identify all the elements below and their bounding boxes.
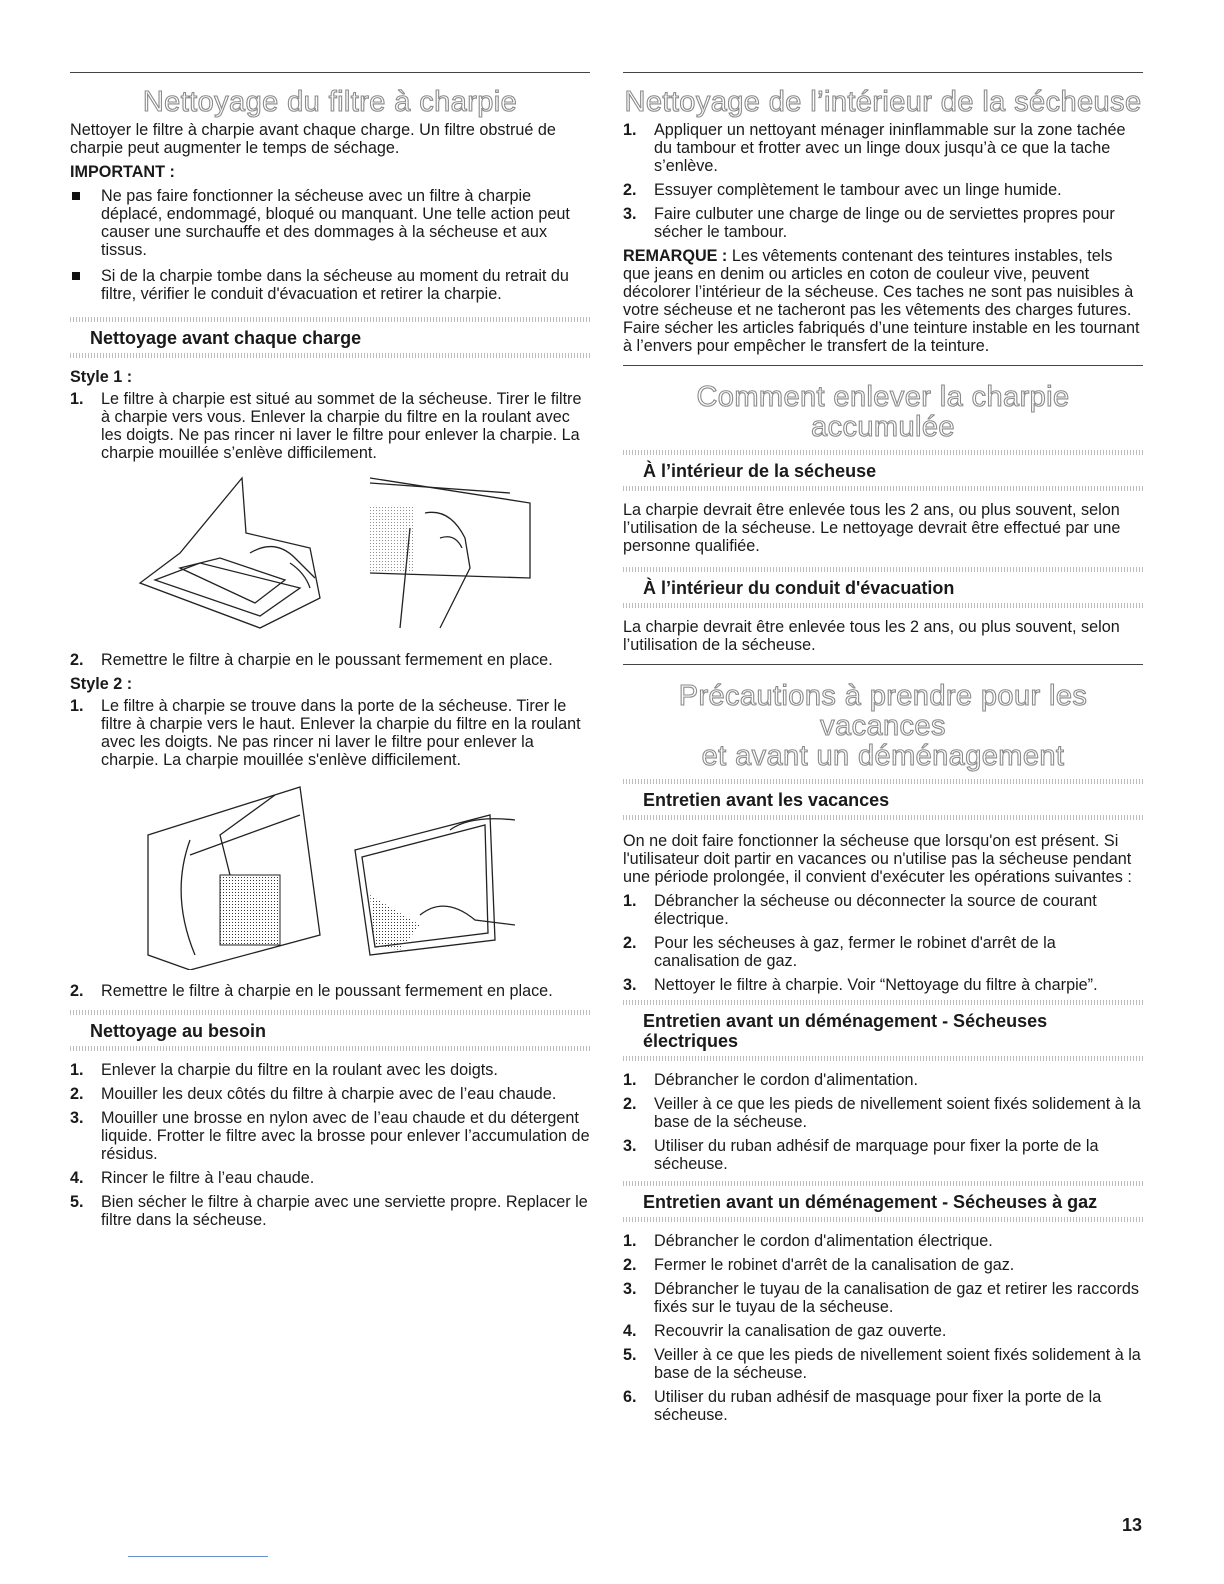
subheading-moving-electric: Entretien avant un déménagement - Sécheuses électriques [643, 1011, 1048, 1051]
remarque-label: REMARQUE : [623, 247, 728, 265]
illustration-lint-filter-door [70, 775, 590, 970]
list-item: 2. Veiller à ce que les pieds de nivellement soient fixés solidement à la base de la sécheuse. [623, 1095, 1141, 1131]
style1-label: Style 1 : [70, 368, 133, 386]
footer-line [128, 1556, 268, 1557]
lint-screen-icon [370, 506, 415, 571]
list-item: 3. Débrancher le tuyau de la canalisation de gaz et retirer les raccords fixés sur le tuyau de la sécheuse. [623, 1280, 1139, 1316]
hatch-divider [623, 486, 1143, 491]
style2-label: Style 2 : [70, 675, 133, 693]
hatch-divider [70, 353, 590, 358]
list-item: 2. Remettre le filtre à charpie en le poussant fermement en place. [70, 982, 553, 1000]
list-item: 1. Le filtre à charpie se trouve dans la porte de la sécheuse. Tirer le filtre à charpie vers le haut. Enlever la charpie du filtre en la roulant avec les doigts. Ne pas rincer ni laver le filtre pour enlever la charpie. La charpie mouillée s'enlève difficilement. [70, 697, 581, 769]
list-item: 6. Utiliser du ruban adhésif de masquage pour fixer la porte de la sécheuse. [623, 1388, 1102, 1424]
list-item: 4. Recouvrir la canalisation de gaz ouverte. [623, 1322, 947, 1340]
important-label: IMPORTANT : [70, 163, 175, 181]
section-rule [623, 664, 1143, 665]
figure-style1 [70, 468, 590, 643]
page-number: 13 [1121, 1515, 1142, 1535]
hatch-divider [70, 1046, 590, 1051]
vacation-text: On ne doit faire fonctionner la sécheuse que lorsqu'on est présent. Si l'utilisateur doit partir en vacances ou n'utilise pas la sécheuse pendant une période prolongée, il convient d'exécuter les opérations suivantes : [623, 832, 1132, 886]
list-item: 1. Le filtre à charpie est situé au sommet de la sécheuse. Tirer le filtre à charpie vers vous. Enlever la charpie du filtre en la roulant avec les doigts. Ne pas rincer ni laver le filtre pour enlever la charpie. La charpie mouillée s’enlève difficilement. [70, 390, 582, 462]
top-rule [623, 72, 1143, 73]
list-item: 2. Mouiller les deux côtés du filtre à charpie avec de l’eau chaude. [70, 1085, 557, 1103]
list-item: 3. Mouiller une brosse en nylon avec de l’eau chaude et du détergent liquide. Frotter le filtre avec la brosse pour enlever l’accumulation de résidus. [70, 1109, 590, 1163]
title-line-1: Précautions à prendre pour les vacances [678, 680, 1088, 742]
subheading-inside-dryer: À l’intérieur de la sécheuse [643, 461, 877, 481]
bullet-square-icon [72, 192, 80, 200]
filter-screen-icon [220, 875, 280, 945]
bullet-square-icon [72, 272, 80, 280]
list-item: 4. Rincer le filtre à l’eau chaude. [70, 1169, 315, 1187]
left-column [70, 72, 590, 1235]
subheading-as-needed: Nettoyage au besoin [90, 1021, 267, 1041]
list-item: 5. Veiller à ce que les pieds de nivellement soient fixés solidement à la base de la sécheuse. [623, 1346, 1141, 1382]
subheading-exhaust-vent: À l’intérieur du conduit d'évacuation [643, 578, 955, 598]
section-rule [623, 365, 1143, 366]
subheading-moving-gas: Entretien avant un déménagement - Sécheuses à gaz [643, 1192, 1098, 1212]
list-item: 1. Débrancher le cordon d'alimentation. [623, 1071, 919, 1089]
list-item: 1. Enlever la charpie du filtre en la roulant avec les doigts. [70, 1061, 498, 1079]
as-needed-steps [70, 1061, 590, 1229]
list-item: 1. Débrancher le cordon d'alimentation électrique. [623, 1232, 993, 1250]
list-item: 2. Remettre le filtre à charpie en le poussant fermement en place. [70, 651, 553, 669]
list-item: 3. Faire culbuter une charge de linge ou de serviettes propres pour sécher le tambour. [623, 205, 1115, 241]
style2-steps-cont [70, 982, 590, 1000]
intro-text: Nettoyer le filtre à charpie avant chaque charge. Un filtre obstrué de charpie peut augmenter le temps de séchage. [70, 121, 556, 157]
list-item: 2. Fermer le robinet d'arrêt de la canalisation de gaz. [623, 1256, 1015, 1274]
vacation-steps [623, 892, 1143, 994]
section-title-vacation [623, 681, 1143, 771]
hatch-divider [623, 1217, 1143, 1222]
moving-electric-steps [623, 1071, 1143, 1173]
list-item: Ne pas faire fonctionner la sécheuse avec un filtre à charpie déplacé, endommagé, bloqué ou manquant. Une telle action peut causer une surchauffe et des dommages à la sécheuse et aux tissus. [70, 187, 590, 259]
exhaust-vent-text: La charpie devrait être enlevée tous les 2 ans, ou plus souvent, selon l’utilisation de la sécheuse. [623, 618, 1120, 654]
style1-steps-cont [70, 651, 590, 669]
remarque-text: Les vêtements contenant des teintures instables, tels que jeans en denim ou articles en coton de couleur vive, peuvent décolorer l’intérieur de la sécheuse. Ces taches ne sont pas nuisibles à votre sécheuse et ne tacheront pas les vêtements des charges futures. Faire sécher les articles fabriqués d’une teinture instable en les tournant à l’envers pour empêcher le transfert de la teinture. [623, 247, 1140, 355]
subheading-vacation: Entretien avant les vacances [643, 790, 890, 810]
list-item: 5. Bien sécher le filtre à charpie avec une serviette propre. Replacer le filtre dans la sécheuse. [70, 1193, 588, 1229]
interior-steps [623, 121, 1143, 241]
hatch-divider [623, 603, 1143, 608]
style1-steps [70, 390, 590, 462]
illustration-lint-filter-top [70, 468, 590, 643]
top-rule [70, 72, 590, 73]
list-item: 3. Nettoyer le filtre à charpie. Voir “Nettoyage du filtre à charpie”. [623, 976, 1098, 994]
subheading-before-each-load: Nettoyage avant chaque charge [90, 328, 362, 348]
style2-steps [70, 697, 590, 769]
section-title-interior-cleaning: Nettoyage de l’intérieur de la sécheuse [624, 86, 1142, 118]
list-item: 3. Utiliser du ruban adhésif de marquage pour fixer la porte de la sécheuse. [623, 1137, 1099, 1173]
list-item: 2. Essuyer complètement le tambour avec un linge humide. [623, 181, 1062, 199]
section-title-lint-removal: Comment enlever la charpie accumulée [696, 381, 1070, 443]
section-title-lint-filter: Nettoyage du filtre à charpie [142, 86, 518, 118]
list-item: 1. Appliquer un nettoyant ménager ininflammable sur la zone tachée du tambour et frotter avec un linge doux jusqu’à ce que la tache s’enlève. [623, 121, 1126, 175]
list-item: 2. Pour les sécheuses à gaz, fermer le robinet d'arrêt de la canalisation de gaz. [623, 934, 1056, 970]
moving-gas-steps [623, 1232, 1143, 1424]
title-line-2: et avant un déménagement [701, 740, 1065, 772]
remarque-paragraph [623, 247, 1143, 355]
figure-style2 [70, 775, 590, 970]
important-list [70, 187, 590, 303]
inside-dryer-text: La charpie devrait être enlevée tous les 2 ans, ou plus souvent, selon l’utilisation de la sécheuse. Le nettoyage devrait être effectué par une personne qualifiée. [623, 501, 1121, 555]
hatch-divider [623, 815, 1143, 820]
hatch-divider [623, 1056, 1143, 1061]
right-column [623, 72, 1143, 1430]
list-item: 1. Débrancher la sécheuse ou déconnecter la source de courant électrique. [623, 892, 1097, 928]
list-item: Si de la charpie tombe dans la sécheuse au moment du retrait du filtre, vérifier le conduit d'évacuation et retirer la charpie. [70, 267, 590, 303]
